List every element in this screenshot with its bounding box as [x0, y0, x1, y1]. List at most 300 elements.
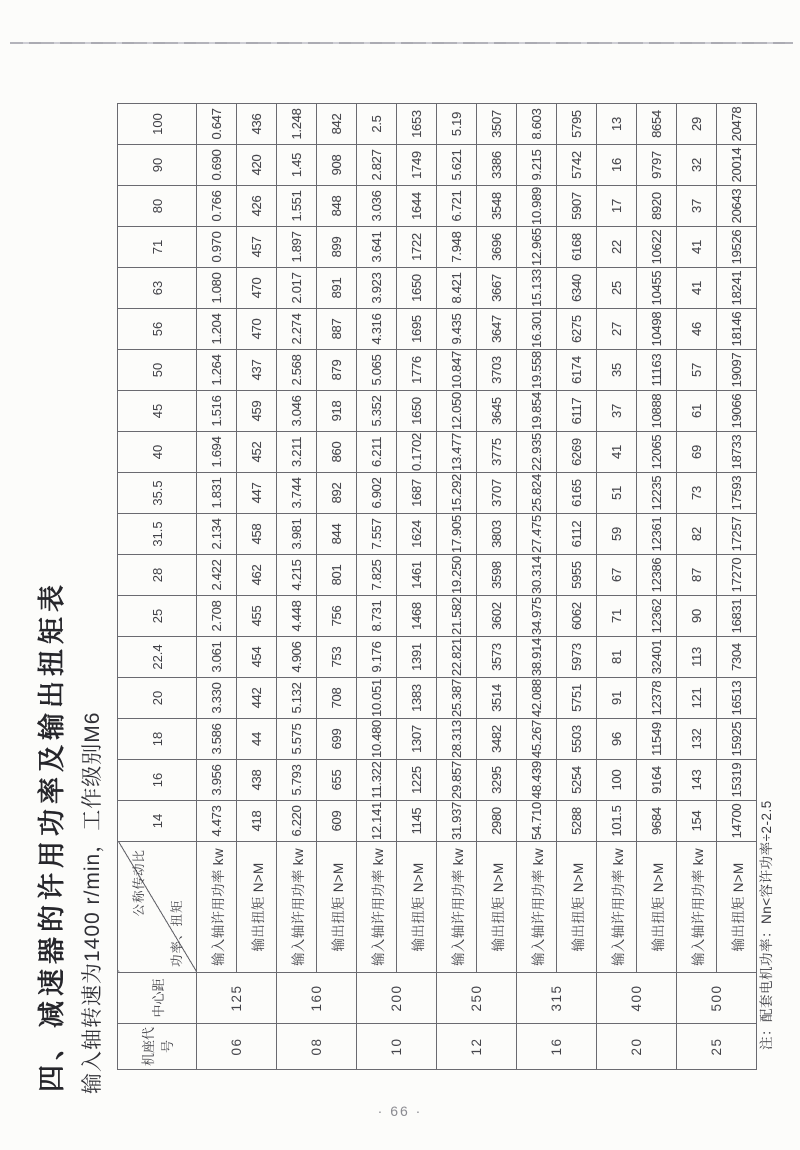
center-distance-cell: 200 [357, 973, 437, 1024]
ratio-column-header: 40 [118, 432, 197, 473]
ratio-header-label: 公称传动比 [132, 849, 146, 917]
power-cell: 3.744 [277, 473, 317, 514]
power-cell: 3.036 [357, 186, 397, 227]
power-cell: 1.45 [277, 145, 317, 186]
frame-code-cell: 25 [677, 1024, 757, 1070]
power-cell: 1.831 [197, 473, 237, 514]
power-cell: 154 [677, 801, 717, 842]
center-distance-header: 中心距 [118, 973, 197, 1024]
power-cell: 1.897 [277, 227, 317, 268]
torque-row-label: 输出扭矩 N>M [637, 842, 677, 973]
power-row [677, 104, 717, 1070]
torque-cell: 708 [317, 678, 357, 719]
power-cell: 4.906 [277, 637, 317, 678]
power-cell: 1.516 [197, 391, 237, 432]
torque-cell: 891 [317, 268, 357, 309]
torque-cell: 7304 [717, 637, 757, 678]
torque-cell: 756 [317, 596, 357, 637]
torque-cell: 3703 [477, 350, 517, 391]
power-cell: 10.989 [517, 186, 557, 227]
power-cell: 4.448 [277, 596, 317, 637]
torque-cell: 842 [317, 104, 357, 145]
power-cell: 1.551 [277, 186, 317, 227]
torque-cell: 3667 [477, 268, 517, 309]
center-distance-cell: 125 [197, 973, 277, 1024]
power-cell: 4.316 [357, 309, 397, 350]
torque-cell: 6174 [557, 350, 597, 391]
torque-cell: 458 [237, 514, 277, 555]
power-cell: 51 [597, 473, 637, 514]
torque-row-label: 输出扭矩 N>M [397, 842, 437, 973]
torque-cell: 3548 [477, 186, 517, 227]
power-cell: 0.970 [197, 227, 237, 268]
power-cell: 22.935 [517, 432, 557, 473]
torque-cell: 457 [237, 227, 277, 268]
power-cell: 5.621 [437, 145, 477, 186]
power-cell: 29 [677, 104, 717, 145]
torque-cell: 5254 [557, 760, 597, 801]
torque-cell: 9684 [637, 801, 677, 842]
table-header-row [118, 104, 197, 1070]
torque-cell: 1468 [397, 596, 437, 637]
torque-cell: 6112 [557, 514, 597, 555]
power-cell: 15.133 [517, 268, 557, 309]
ratio-column-header: 31.5 [118, 514, 197, 555]
power-cell: 7.948 [437, 227, 477, 268]
power-cell: 67 [597, 555, 637, 596]
ratio-column-header: 63 [118, 268, 197, 309]
torque-cell: 1653 [397, 104, 437, 145]
torque-cell: 3514 [477, 678, 517, 719]
power-cell: 10.847 [437, 350, 477, 391]
torque-cell: 3647 [477, 309, 517, 350]
torque-cell: 6269 [557, 432, 597, 473]
torque-cell: 2980 [477, 801, 517, 842]
torque-cell: 3482 [477, 719, 517, 760]
ratio-column-header: 28 [118, 555, 197, 596]
torque-cell: 860 [317, 432, 357, 473]
torque-cell: 3507 [477, 104, 517, 145]
power-cell: 5.065 [357, 350, 397, 391]
torque-cell: 1461 [397, 555, 437, 596]
power-cell: 0.690 [197, 145, 237, 186]
torque-cell: 3598 [477, 555, 517, 596]
power-cell: 8.421 [437, 268, 477, 309]
power-cell: 6.220 [277, 801, 317, 842]
power-cell: 21.582 [437, 596, 477, 637]
torque-cell: 1687 [397, 473, 437, 514]
power-row-label: 输入轴许用功率 kw [357, 842, 397, 973]
power-cell: 113 [677, 637, 717, 678]
torque-cell: 454 [237, 637, 277, 678]
torque-cell: 5742 [557, 145, 597, 186]
torque-cell: 5973 [557, 637, 597, 678]
torque-cell: 844 [317, 514, 357, 555]
torque-cell: 15925 [717, 719, 757, 760]
torque-cell: 20643 [717, 186, 757, 227]
power-cell: 87 [677, 555, 717, 596]
torque-cell: 17593 [717, 473, 757, 514]
power-row-label: 输入轴许用功率 kw [517, 842, 557, 973]
power-cell: 19.250 [437, 555, 477, 596]
torque-cell: 0.1702 [397, 432, 437, 473]
power-cell: 5.132 [277, 678, 317, 719]
power-cell: 12.050 [437, 391, 477, 432]
power-cell: 34.975 [517, 596, 557, 637]
torque-cell: 1695 [397, 309, 437, 350]
torque-cell: 12065 [637, 432, 677, 473]
power-cell: 3.641 [357, 227, 397, 268]
power-cell: 1.248 [277, 104, 317, 145]
power-cell: 19.854 [517, 391, 557, 432]
torque-cell: 887 [317, 309, 357, 350]
torque-row-label: 输出扭矩 N>M [557, 842, 597, 973]
power-cell: 10.051 [357, 678, 397, 719]
power-cell: 1.264 [197, 350, 237, 391]
torque-cell: 12235 [637, 473, 677, 514]
torque-row-label: 输出扭矩 N>M [317, 842, 357, 973]
torque-cell: 452 [237, 432, 277, 473]
frame-code-cell: 10 [357, 1024, 437, 1070]
torque-cell: 1383 [397, 678, 437, 719]
torque-cell: 6165 [557, 473, 597, 514]
power-cell: 41 [677, 268, 717, 309]
power-cell: 17.905 [437, 514, 477, 555]
power-cell: 22 [597, 227, 637, 268]
torque-cell: 8654 [637, 104, 677, 145]
torque-cell: 418 [237, 801, 277, 842]
power-cell: 28.313 [437, 719, 477, 760]
torque-row-label: 输出扭矩 N>M [717, 842, 757, 973]
torque-cell: 470 [237, 309, 277, 350]
power-row-label: 输入轴许用功率 kw [277, 842, 317, 973]
ratio-column-header: 18 [118, 719, 197, 760]
torque-cell: 459 [237, 391, 277, 432]
power-cell: 91 [597, 678, 637, 719]
torque-cell: 1722 [397, 227, 437, 268]
torque-cell: 1145 [397, 801, 437, 842]
power-cell: 5.575 [277, 719, 317, 760]
torque-cell: 908 [317, 145, 357, 186]
torque-cell: 18241 [717, 268, 757, 309]
power-cell: 96 [597, 719, 637, 760]
torque-cell: 462 [237, 555, 277, 596]
power-cell: 17 [597, 186, 637, 227]
torque-cell: 1650 [397, 268, 437, 309]
ratio-column-header: 25 [118, 596, 197, 637]
torque-cell: 1225 [397, 760, 437, 801]
power-cell: 10.480 [357, 719, 397, 760]
power-cell: 9.435 [437, 309, 477, 350]
torque-cell: 5503 [557, 719, 597, 760]
power-cell: 5.793 [277, 760, 317, 801]
torque-row-label: 输出扭矩 N>M [237, 842, 277, 973]
torque-cell: 14700 [717, 801, 757, 842]
power-cell: 48.439 [517, 760, 557, 801]
power-cell: 132 [677, 719, 717, 760]
torque-cell: 18733 [717, 432, 757, 473]
torque-cell: 32401 [637, 637, 677, 678]
power-cell: 22.821 [437, 637, 477, 678]
power-cell: 0.647 [197, 104, 237, 145]
power-cell: 6.211 [357, 432, 397, 473]
power-cell: 5.352 [357, 391, 397, 432]
torque-cell: 6117 [557, 391, 597, 432]
torque-cell: 3645 [477, 391, 517, 432]
torque-cell: 8920 [637, 186, 677, 227]
power-cell: 25.387 [437, 678, 477, 719]
power-cell: 38.914 [517, 637, 557, 678]
torque-cell: 5751 [557, 678, 597, 719]
torque-cell: 899 [317, 227, 357, 268]
power-row [437, 104, 477, 1070]
power-cell: 2.274 [277, 309, 317, 350]
page-number: · 66 · [377, 1103, 423, 1119]
power-cell: 3.061 [197, 637, 237, 678]
power-cell: 59 [597, 514, 637, 555]
power-cell: 3.586 [197, 719, 237, 760]
torque-cell: 20014 [717, 145, 757, 186]
torque-cell: 3696 [477, 227, 517, 268]
power-cell: 121 [677, 678, 717, 719]
power-cell: 2.134 [197, 514, 237, 555]
torque-cell: 442 [237, 678, 277, 719]
torque-row [637, 104, 677, 1070]
power-cell: 1.694 [197, 432, 237, 473]
torque-cell: 5795 [557, 104, 597, 145]
torque-cell: 12386 [637, 555, 677, 596]
power-cell: 25.824 [517, 473, 557, 514]
power-cell: 9.176 [357, 637, 397, 678]
power-cell: 71 [597, 596, 637, 637]
power-cell: 3.330 [197, 678, 237, 719]
power-cell: 7.557 [357, 514, 397, 555]
torque-cell: 10498 [637, 309, 677, 350]
torque-cell: 1391 [397, 637, 437, 678]
power-cell: 61 [677, 391, 717, 432]
frame-code-cell: 20 [597, 1024, 677, 1070]
power-cell: 19.558 [517, 350, 557, 391]
torque-cell: 3707 [477, 473, 517, 514]
power-cell: 45.267 [517, 719, 557, 760]
power-row-label: 输入轴许用功率 kw [437, 842, 477, 973]
power-cell: 2.708 [197, 596, 237, 637]
frame-code-cell: 06 [197, 1024, 277, 1070]
power-cell: 57 [677, 350, 717, 391]
torque-cell: 16831 [717, 596, 757, 637]
ratio-column-header: 14 [118, 801, 197, 842]
power-cell: 2.827 [357, 145, 397, 186]
torque-cell: 1644 [397, 186, 437, 227]
torque-cell: 3775 [477, 432, 517, 473]
ratio-column-header: 20 [118, 678, 197, 719]
torque-cell: 848 [317, 186, 357, 227]
power-cell: 32 [677, 145, 717, 186]
power-cell: 4.215 [277, 555, 317, 596]
power-cell: 3.923 [357, 268, 397, 309]
power-cell: 0.766 [197, 186, 237, 227]
ratio-column-header: 22.4 [118, 637, 197, 678]
power-cell: 2.422 [197, 555, 237, 596]
power-cell: 46 [677, 309, 717, 350]
power-cell: 3.046 [277, 391, 317, 432]
power-cell: 1.204 [197, 309, 237, 350]
center-distance-cell: 315 [517, 973, 597, 1024]
power-cell: 35 [597, 350, 637, 391]
torque-cell: 19066 [717, 391, 757, 432]
torque-cell: 18146 [717, 309, 757, 350]
torque-cell: 5288 [557, 801, 597, 842]
torque-cell: 17270 [717, 555, 757, 596]
power-cell: 69 [677, 432, 717, 473]
torque-cell: 5955 [557, 555, 597, 596]
ratio-column-header: 45 [118, 391, 197, 432]
power-cell: 42.088 [517, 678, 557, 719]
ratio-column-header: 100 [118, 104, 197, 145]
power-cell: 82 [677, 514, 717, 555]
torque-cell: 10888 [637, 391, 677, 432]
power-cell: 13 [597, 104, 637, 145]
torque-cell: 879 [317, 350, 357, 391]
center-distance-cell: 500 [677, 973, 757, 1024]
power-row [357, 104, 397, 1070]
torque-cell: 437 [237, 350, 277, 391]
power-cell: 37 [597, 391, 637, 432]
torque-cell: 12361 [637, 514, 677, 555]
page-title: 四、减速器的许用功率及输出扭矩表 [37, 580, 67, 1092]
torque-cell: 438 [237, 760, 277, 801]
power-torque-header-label: 功率、扭矩 [170, 899, 184, 967]
power-cell: 11.322 [357, 760, 397, 801]
ratio-column-header: 80 [118, 186, 197, 227]
torque-cell: 6062 [557, 596, 597, 637]
torque-cell: 1307 [397, 719, 437, 760]
power-row [597, 104, 637, 1070]
power-cell: 25 [597, 268, 637, 309]
torque-cell: 11163 [637, 350, 677, 391]
torque-cell: 1650 [397, 391, 437, 432]
torque-cell: 6340 [557, 268, 597, 309]
torque-cell: 801 [317, 555, 357, 596]
torque-cell: 6168 [557, 227, 597, 268]
torque-cell: 918 [317, 391, 357, 432]
power-cell: 30.314 [517, 555, 557, 596]
torque-row-label: 输出扭矩 N>M [477, 842, 517, 973]
torque-cell: 15319 [717, 760, 757, 801]
torque-cell: 436 [237, 104, 277, 145]
power-cell: 15.292 [437, 473, 477, 514]
power-cell: 143 [677, 760, 717, 801]
torque-cell: 16513 [717, 678, 757, 719]
torque-cell: 699 [317, 719, 357, 760]
torque-cell: 17257 [717, 514, 757, 555]
power-cell: 8.603 [517, 104, 557, 145]
ratio-column-header: 90 [118, 145, 197, 186]
power-row-label: 输入轴许用功率 kw [197, 842, 237, 973]
torque-cell: 1776 [397, 350, 437, 391]
power-cell: 12.141 [357, 801, 397, 842]
footnote: 注：配套电机功率：Nn<容许功率÷2-2.5 [759, 800, 774, 1050]
power-cell: 3.211 [277, 432, 317, 473]
power-cell: 73 [677, 473, 717, 514]
torque-cell: 12362 [637, 596, 677, 637]
power-row-label: 输入轴许用功率 kw [597, 842, 637, 973]
torque-cell: 44 [237, 719, 277, 760]
ratio-column-header: 35.5 [118, 473, 197, 514]
frame-code-header: 机座代号 [118, 1024, 197, 1070]
power-cell: 6.902 [357, 473, 397, 514]
power-cell: 27 [597, 309, 637, 350]
power-cell: 101.5 [597, 801, 637, 842]
frame-code-cell: 12 [437, 1024, 517, 1070]
torque-cell: 3803 [477, 514, 517, 555]
power-cell: 37 [677, 186, 717, 227]
torque-cell: 10455 [637, 268, 677, 309]
power-cell: 8.731 [357, 596, 397, 637]
power-cell: 1.080 [197, 268, 237, 309]
torque-cell: 447 [237, 473, 277, 514]
power-cell: 7.825 [357, 555, 397, 596]
torque-cell: 11549 [637, 719, 677, 760]
torque-cell: 609 [317, 801, 357, 842]
torque-row [397, 104, 437, 1070]
power-cell: 2.568 [277, 350, 317, 391]
power-cell: 31.937 [437, 801, 477, 842]
power-cell: 13.477 [437, 432, 477, 473]
power-cell: 2.5 [357, 104, 397, 145]
torque-row [317, 104, 357, 1070]
torque-cell: 1749 [397, 145, 437, 186]
power-cell: 4.473 [197, 801, 237, 842]
ratio-column-header: 56 [118, 309, 197, 350]
torque-cell: 19097 [717, 350, 757, 391]
power-cell: 16.301 [517, 309, 557, 350]
torque-cell: 19526 [717, 227, 757, 268]
center-distance-cell: 160 [277, 973, 357, 1024]
power-cell: 6.721 [437, 186, 477, 227]
torque-cell: 753 [317, 637, 357, 678]
ratio-column-header: 16 [118, 760, 197, 801]
power-cell: 12.965 [517, 227, 557, 268]
power-cell: 2.017 [277, 268, 317, 309]
power-cell: 81 [597, 637, 637, 678]
power-cell: 5.19 [437, 104, 477, 145]
torque-cell: 9797 [637, 145, 677, 186]
torque-cell: 1624 [397, 514, 437, 555]
torque-cell: 3295 [477, 760, 517, 801]
power-row [277, 104, 317, 1070]
ratio-column-header: 71 [118, 227, 197, 268]
torque-cell: 6275 [557, 309, 597, 350]
power-row [197, 104, 237, 1070]
torque-cell: 20478 [717, 104, 757, 145]
torque-cell: 3573 [477, 637, 517, 678]
torque-cell: 426 [237, 186, 277, 227]
torque-cell: 892 [317, 473, 357, 514]
power-torque-table [117, 103, 757, 1070]
power-cell: 41 [677, 227, 717, 268]
torque-cell: 470 [237, 268, 277, 309]
power-cell: 29.857 [437, 760, 477, 801]
diagonal-header-cell [118, 842, 197, 973]
torque-cell: 9164 [637, 760, 677, 801]
torque-cell: 655 [317, 760, 357, 801]
frame-code-cell: 08 [277, 1024, 357, 1070]
torque-row [477, 104, 517, 1070]
frame-code-cell: 16 [517, 1024, 597, 1070]
power-row [517, 104, 557, 1070]
power-cell: 27.475 [517, 514, 557, 555]
